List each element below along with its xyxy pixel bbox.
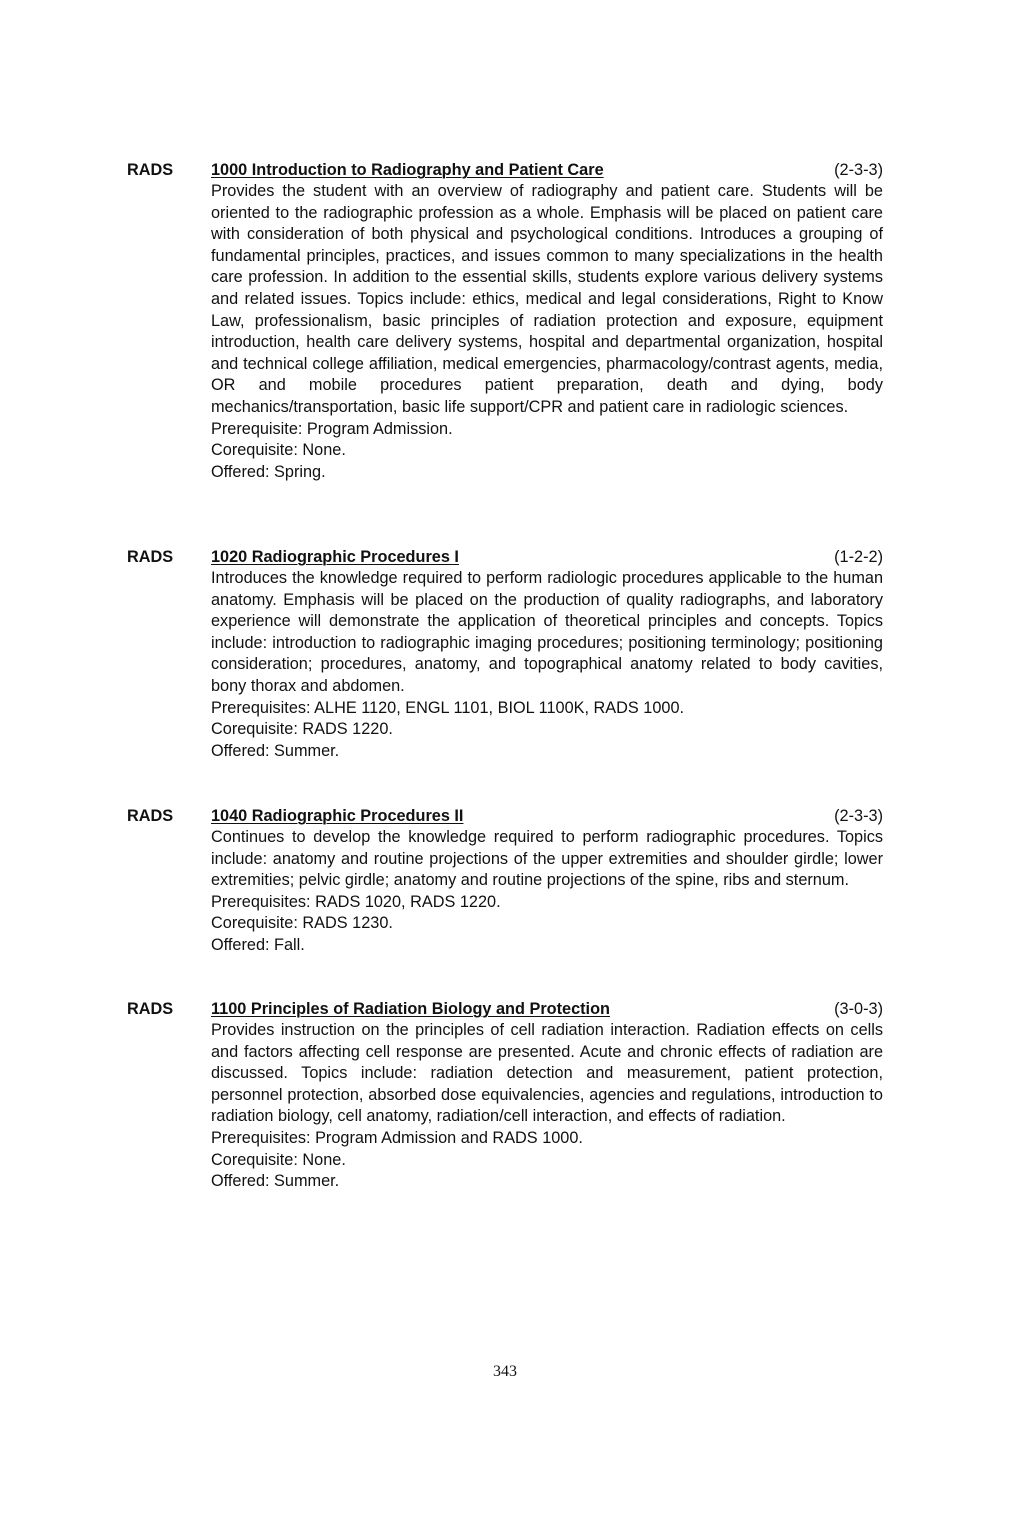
course-offered: Offered: Summer. bbox=[211, 1172, 340, 1191]
course-heading bbox=[127, 806, 883, 827]
course-prerequisite: Prerequisites: RADS 1020, RADS 1220. bbox=[211, 892, 501, 911]
course-heading bbox=[127, 999, 883, 1020]
course-description: Introduces the knowledge required to perform radiologic procedures applicable to the human anatomy. Emphasis will be placed on the production of quality radiographs, and laboratory experience will demonstrate the application of theoretical principles and concepts. Topics include: introduction to radiographic imaging procedures; positioning terminology; positioning consideration; procedures, anatomy, and topographical anatomy related to body cavities, bony thorax and abdomen. bbox=[211, 569, 883, 695]
course-title: 1100 Principles of Radiation Biology and Protection bbox=[211, 1000, 610, 1018]
course-title: 1000 Introduction to Radiography and Patient Care bbox=[211, 161, 604, 179]
course-prerequisite: Prerequisites: ALHE 1120, ENGL 1101, BIOL 1100K, RADS 1000. bbox=[211, 698, 685, 717]
course-body bbox=[211, 181, 883, 483]
page-number: 343 bbox=[493, 1363, 517, 1380]
course-hours: (2-3-3) bbox=[834, 807, 883, 825]
course-heading bbox=[127, 160, 883, 181]
course-offered: Offered: Spring. bbox=[211, 462, 326, 481]
course-description: Continues to develop the knowledge required to perform radiographic procedures. Topics include: anatomy and routine projections of the upper extremities and shoulder girdle; lower extremities; pelvic girdle; anatomy and routine projections of the spine, ribs and sternum. bbox=[211, 828, 883, 890]
course-description: Provides instruction on the principles of cell radiation interaction. Radiation effects on cells and factors affecting cell response are presented. Acute and chronic effects of radiation are discussed. Topics include: radiation detection and measurement, patient protection, personnel protection, absorbed dose equivalencies, agencies and regulations, introduction to radiation biology, cell anatomy, radiation/cell interaction, and effects of radiation. bbox=[211, 1021, 883, 1126]
course-offered: Offered: Summer. bbox=[211, 741, 340, 760]
course-entry-rads-1020 bbox=[127, 547, 883, 762]
course-entry-rads-1000 bbox=[127, 160, 883, 483]
course-offered: Offered: Fall. bbox=[211, 935, 305, 954]
course-hours: (1-2-2) bbox=[834, 548, 883, 566]
course-corequisite: Corequisite: RADS 1220. bbox=[211, 720, 393, 739]
course-corequisite: Corequisite: RADS 1230. bbox=[211, 914, 393, 933]
course-heading bbox=[127, 547, 883, 568]
course-body bbox=[211, 827, 883, 957]
course-description: Provides the student with an overview of radiography and patient care. Students will be oriented to the radiographic profession as a whole. Emphasis will be placed on patient care with consideration of both physical and psychological conditions. Introduces a grouping of fundamental principles, practices, and issues common to many specializations in the health care profession. In addition to the essential skills, students explore various delivery systems and related issues. Topics include: ethics, medical and legal considerations, Right to Know Law, professionalism, basic principles of radiation protection and exposure, equipment introduction, health care delivery systems, hospital and departmental organization, hospital and technical college affiliation, medical emergencies, pharmacology/contrast agents, media, OR and mobile procedures patient preparation, death and dying, body mechanics/transportation, basic life support/CPR and patient care in radiologic sciences. bbox=[211, 182, 883, 416]
course-corequisite: Corequisite: None. bbox=[211, 1150, 346, 1169]
course-prerequisite: Prerequisite: Program Admission. bbox=[211, 419, 453, 438]
course-body bbox=[211, 568, 883, 762]
course-entry-rads-1100 bbox=[127, 999, 883, 1193]
course-hours: (2-3-3) bbox=[834, 161, 883, 179]
course-prefix: RADS bbox=[127, 1000, 174, 1018]
course-prefix: RADS bbox=[127, 161, 174, 179]
course-prerequisite: Prerequisites: Program Admission and RADS 1000. bbox=[211, 1128, 583, 1147]
course-corequisite: Corequisite: None. bbox=[211, 441, 346, 460]
course-prefix: RADS bbox=[127, 548, 174, 566]
course-title: 1020 Radiographic Procedures I bbox=[211, 548, 459, 566]
course-title: 1040 Radiographic Procedures II bbox=[211, 807, 464, 825]
course-hours: (3-0-3) bbox=[834, 1000, 883, 1018]
course-prefix: RADS bbox=[127, 807, 174, 825]
course-body bbox=[211, 1020, 883, 1193]
course-entry-rads-1040 bbox=[127, 806, 883, 957]
